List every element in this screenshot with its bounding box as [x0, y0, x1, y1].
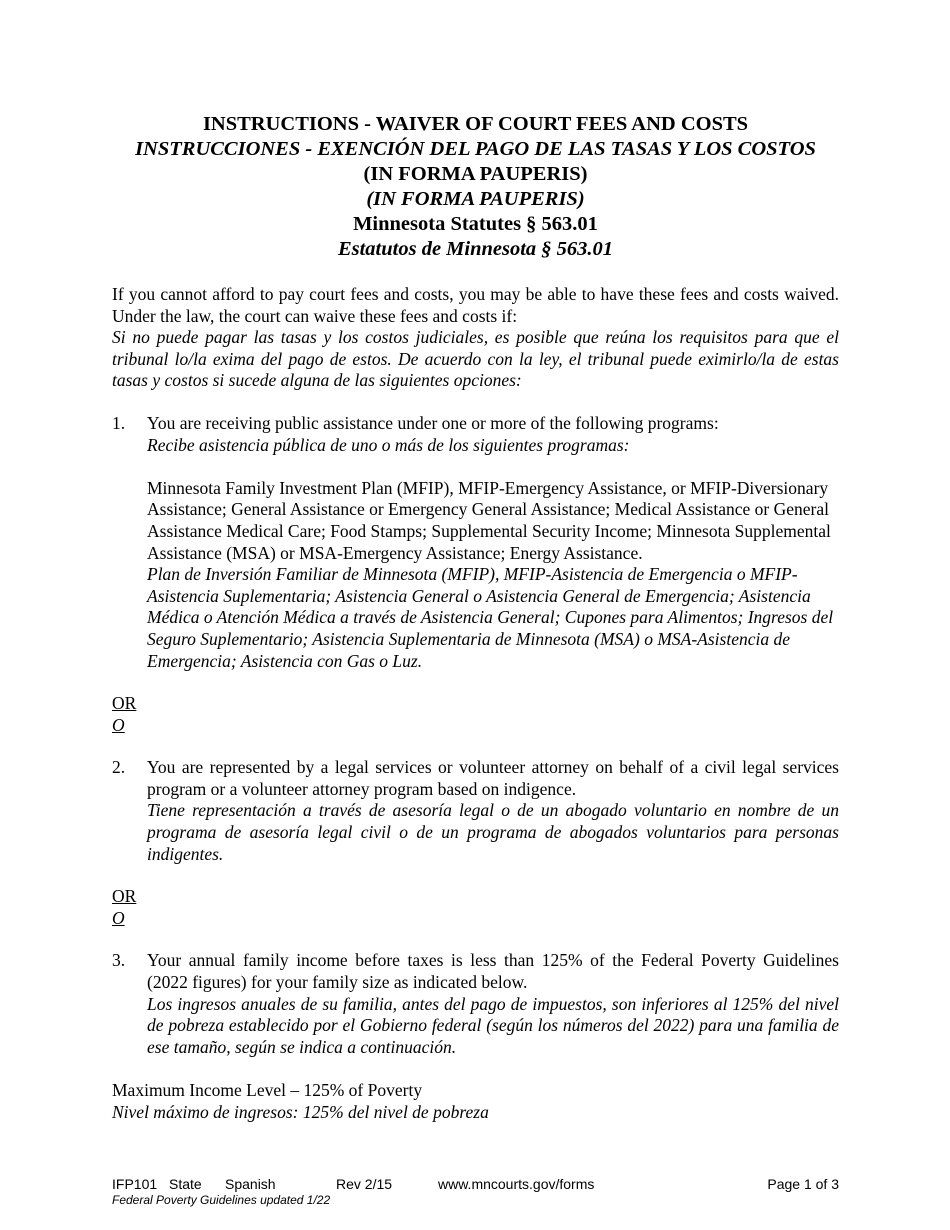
- footer-note: Federal Poverty Guidelines updated 1/22: [112, 1193, 331, 1207]
- footer-form-id: IFP101: [112, 1176, 158, 1192]
- footer-jurisdiction: State: [169, 1176, 202, 1192]
- criterion-1-spanish: Recibe asistencia pública de uno o más de los siguientes programas:: [147, 434, 630, 455]
- statute-english: Minnesota Statutes § 563.01: [353, 213, 598, 235]
- subtitle-spanish: (IN FORMA PAUPERIS): [366, 188, 585, 210]
- or-english: OR: [112, 886, 137, 907]
- programs-spanish: Plan de Inversión Familiar de Minnesota (MFIP), MFIP-Asistencia de Emergencia o MFIP-Asistencia Suplementaria; Asistencia General o Asistencia General de Emergencia; Asistencia Médica o Atención Médica a través de Asistencia General; Cupones para Alimentos; Ingresos del Seguro Suplementario; Asistencia Suplementaria de Minnesota (MSA) o MSA-Asistencia de Emergencia; Asistencia con Gas o Luz.: [147, 564, 834, 671]
- footer-page-number: Page 1 of 3: [767, 1176, 839, 1192]
- or-spanish: O: [112, 714, 125, 735]
- footer-language: Spanish: [225, 1176, 276, 1192]
- intro-english: If you cannot afford to pay court fees and costs, you may be able to have these fees and costs waived. Under the law, the court can waive these fees and costs if:: [112, 284, 839, 326]
- statute-spanish: Estatutos de Minnesota § 563.01: [337, 238, 614, 260]
- document-title: [112, 112, 839, 262]
- criterion-3-english: Your annual family income before taxes is less than 125% of the Federal Poverty Guidelines (2022 figures) for your family size as indicated below.: [147, 950, 839, 993]
- criterion-1: [112, 413, 839, 672]
- max-income-english: Maximum Income Level – 125% of Poverty: [112, 1080, 423, 1101]
- criterion-2: [112, 757, 839, 865]
- or-english: OR: [112, 693, 137, 714]
- subtitle-english: (IN FORMA PAUPERIS): [363, 163, 588, 185]
- criterion-number: 1.: [112, 412, 126, 433]
- max-income-heading: [112, 1080, 839, 1123]
- criterion-2-spanish: Tiene representación a través de asesoría legal o de un abogado voluntario en nombre de un programa de asesoría legal civil o de un programa de abogados voluntarios para personas indigentes.: [147, 800, 839, 864]
- intro-spanish: Si no puede pagar las tasas y los costos judiciales, es posible que reúna los requisitos para que el tribunal lo/la exima del pago de estos. De acuerdo con la ley, el tribunal puede eximirlo/la de estas tasas y costos si sucede alguna de las siguientes opciones:: [112, 327, 839, 391]
- or-separator-2: [112, 886, 839, 929]
- criterion-2-english: You are represented by a legal services or volunteer attorney on behalf of a civil legal services program or a volunteer attorney program based on indigence.: [147, 757, 839, 799]
- title-spanish: INSTRUCCIONES - EXENCIÓN DEL PAGO DE LAS TASAS Y LOS COSTOS: [135, 138, 816, 160]
- programs-english: Minnesota Family Investment Plan (MFIP), MFIP-Emergency Assistance, or MFIP-Diversionary Assistance; General Assistance or Emergency General Assistance; Medical Assistance or General Assistance Medical Care; Food Stamps; Supplemental Security Income; Minnesota Supplemental Assistance (MSA) or MSA-Emergency Assistance; Energy Assistance.: [147, 477, 831, 563]
- criterion-3: [112, 950, 839, 1058]
- criterion-number: 3.: [112, 950, 126, 971]
- intro-section: [112, 284, 839, 392]
- footer-url: www.mncourts.gov/forms: [438, 1176, 595, 1192]
- document-page: [112, 112, 839, 1124]
- criterion-1-english: You are receiving public assistance under one or more of the following programs:: [147, 412, 719, 433]
- footer-revision: Rev 2/15: [336, 1176, 393, 1192]
- criterion-number: 2.: [112, 757, 126, 778]
- title-english: INSTRUCTIONS - WAIVER OF COURT FEES AND COSTS: [202, 113, 749, 135]
- or-spanish: O: [112, 907, 125, 928]
- criterion-3-spanish: Los ingresos anuales de su familia, antes del pago de impuestos, son inferiores al 125% del nivel de pobreza establecido por el Gobierno federal (según los números del 2022) para una familia de ese tamaño, según se indica a continuación.: [147, 993, 839, 1057]
- or-separator-1: [112, 693, 839, 736]
- page-footer: [112, 1176, 839, 1207]
- max-income-spanish: Nivel máximo de ingresos: 125% del nivel de pobreza: [112, 1102, 489, 1122]
